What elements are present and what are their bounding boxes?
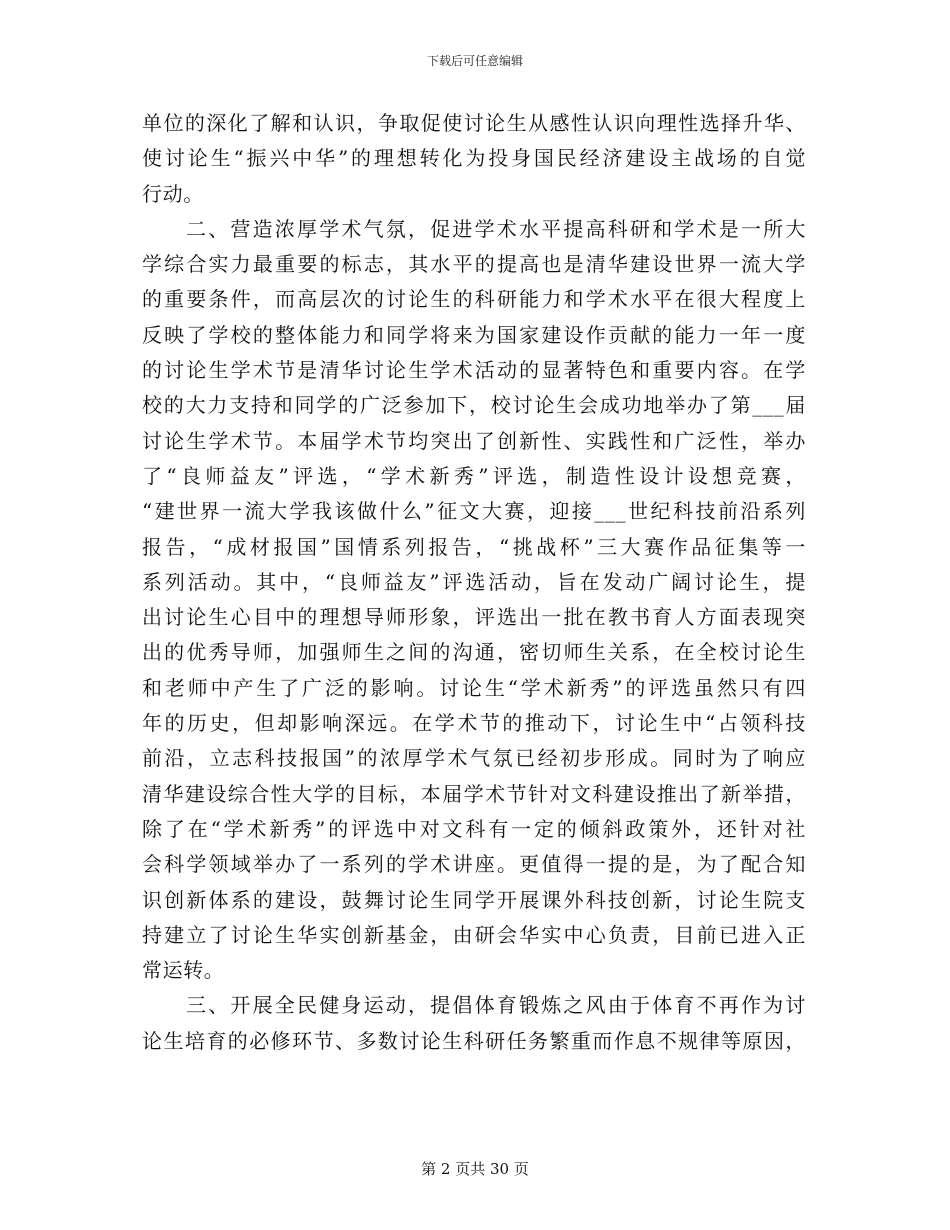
text-line: 单位的深化了解和认识，争取促使讨论生从感性认识向理性选择升华、 — [142, 111, 806, 135]
text-line: 年的历史，但却影响深远。在学术节的推动下，讨论生中“占领科技 — [142, 711, 806, 736]
text-line: 的重要条件，而高层次的讨论生的科研能力和学术水平在很大程度上 — [142, 287, 806, 312]
page-header: 下载后可任意编辑 — [426, 54, 523, 68]
text-line: 清华建设综合性大学的目标，本届学术节针对文科建设推出了新举措， — [142, 781, 806, 806]
document-body — [142, 106, 806, 1059]
text-line: 前沿，立志科技报国”的浓厚学术气氛已经初步形成。同时为了响应 — [142, 746, 806, 771]
text-line: 的讨论生学术节是清华讨论生学术活动的显著特色和重要内容。在学 — [142, 358, 806, 383]
text-line: 了“良师益友”评选，“学术新秀”评选，制造性设计设想竞赛， — [142, 463, 806, 488]
text-line: 校的大力支持和同学的广泛参加下，校讨论生会成功地举办了第___届 — [142, 393, 806, 418]
text-line: 除了在“学术新秀”的评选中对文科有一定的倾斜政策外，还针对社 — [142, 816, 806, 841]
page-number: 第 2 页共 30 页 — [421, 1160, 529, 1178]
text-line: 和老师中产生了广泛的影响。讨论生“学术新秀”的评选虽然只有四 — [142, 675, 806, 700]
text-line: 常运转。 — [142, 958, 225, 983]
text-line: 论生培育的必修环节、多数讨论生科研任务繁重而作息不规律等原因， — [142, 1028, 806, 1053]
section-heading-line: 三、开展全民健身运动，提倡体育锻炼之风由于体育不再作为讨 — [186, 993, 806, 1018]
text-line: “建世界一流大学我该做什么”征文大赛，迎接___世纪科技前沿系列 — [142, 499, 806, 524]
text-line: 出讨论生心目中的理想导师形象，评选出一批在教书育人方面表现突 — [142, 605, 806, 630]
text-line: 报告，“成材报国”国情系列报告，“挑战杯”三大赛作品征集等一 — [142, 534, 806, 559]
text-line: 使讨论生“振兴中华”的理想转化为投身国民经济建设主战场的自觉 — [142, 146, 806, 171]
text-line: 会科学领域举办了一系列的学术讲座。更值得一提的是，为了配合知 — [142, 852, 806, 877]
section-heading-line: 二、营造浓厚学术气氛，促进学术水平提高科研和学术是一所大 — [186, 216, 806, 241]
text-line: 学综合实力最重要的标志，其水平的提高也是清华建设世界一流大学 — [142, 252, 806, 277]
text-line: 识创新体系的建设，鼓舞讨论生同学开展课外科技创新，讨论生院支 — [142, 887, 806, 912]
text-line: 出的优秀导师，加强师生之间的沟通，密切师生关系，在全校讨论生 — [142, 640, 806, 665]
text-line: 讨论生学术节。本届学术节均突出了创新性、实践性和广泛性，举办 — [142, 428, 806, 453]
text-line: 反映了学校的整体能力和同学将来为国家建设作贡献的能力一年一度 — [142, 322, 806, 347]
text-line: 系列活动。其中，“良师益友”评选活动，旨在发动广阔讨论生，提 — [142, 569, 806, 594]
text-line: 行动。 — [142, 181, 204, 206]
text-line: 持建立了讨论生华实创新基金，由研会华实中心负责，目前已进入正 — [142, 922, 806, 947]
